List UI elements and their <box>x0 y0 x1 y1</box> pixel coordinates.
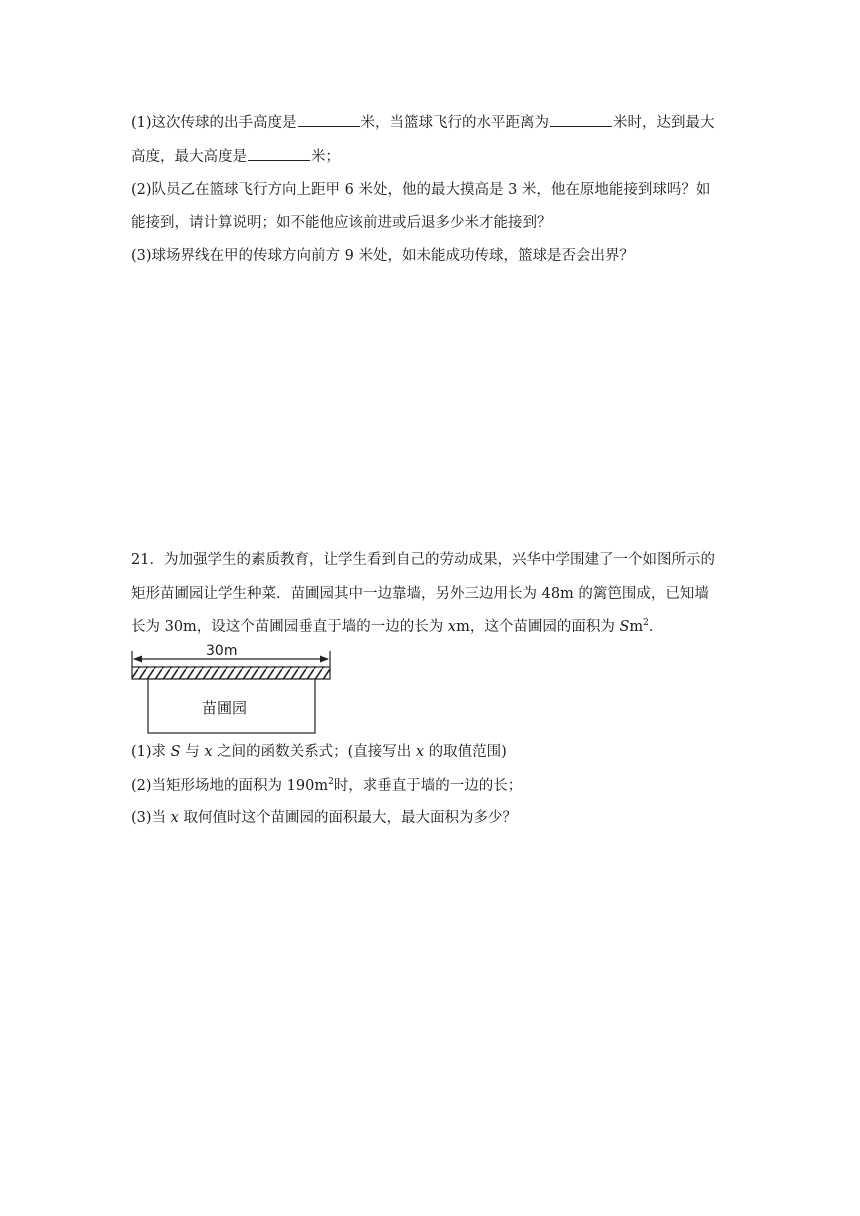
answer-blank-2[interactable] <box>550 112 612 127</box>
q20-part3: (3)球场界线在甲的传球方向前方 9 米处，如未能成功传球，篮球是否会出界？ <box>131 248 634 264</box>
answer-blank-3[interactable] <box>248 146 310 161</box>
q20-part1-line2: 高度，最大高度是 米； <box>131 146 340 167</box>
q21-stem-line3: 长为 30m，设这个苗圃园垂直于墙的一边的长为 xm，这个苗圃园的面积为 Sm$^2$． <box>131 618 664 635</box>
q21-stem-line1: 21．为加强学生的素质教育，让学生看到自己的劳动成果，兴华中学围建了一个如图所示的 <box>131 552 715 568</box>
q21-stem-line2: 矩形苗圃园让学生种菜．苗圃园其中一边靠墙，另外三边用长为 48m 的篱笆围成，已知墙 <box>131 586 709 602</box>
q21-part3: (3)当 x 取何值时这个苗圃园的面积最大，最大面积为多少？ <box>131 810 517 826</box>
wall-length-label: 30m <box>206 643 238 659</box>
dimension-arrow-right <box>320 656 329 663</box>
q20-part1-line1: (1)这次传球的出手高度是 米，当篮球飞行的水平距离为 米时，达到最大 <box>131 112 715 133</box>
q21-part1: (1)求 S 与 x 之间的函数关系式；(直接写出 x 的取值范围) <box>131 744 507 760</box>
answer-blank-1[interactable] <box>298 112 360 127</box>
q21-part2: (2)当矩形场地的面积为 $190m^2$时，求垂直于墙的一边的长； <box>131 777 523 794</box>
dimension-arrow-left <box>133 656 142 663</box>
q20-part2-line1: (2)队员乙在篮球飞行方向上距甲 6 米处，他的最大摸高是 3 米，他在原地能接到球吗？如 <box>131 182 711 198</box>
garden-figure <box>130 645 332 737</box>
garden-label: 苗圃园 <box>202 699 248 717</box>
q20-part2-line2: 能接到，请计算说明；如不能他应该前进或后退多少米才能接到？ <box>131 215 552 231</box>
wall <box>132 667 330 679</box>
